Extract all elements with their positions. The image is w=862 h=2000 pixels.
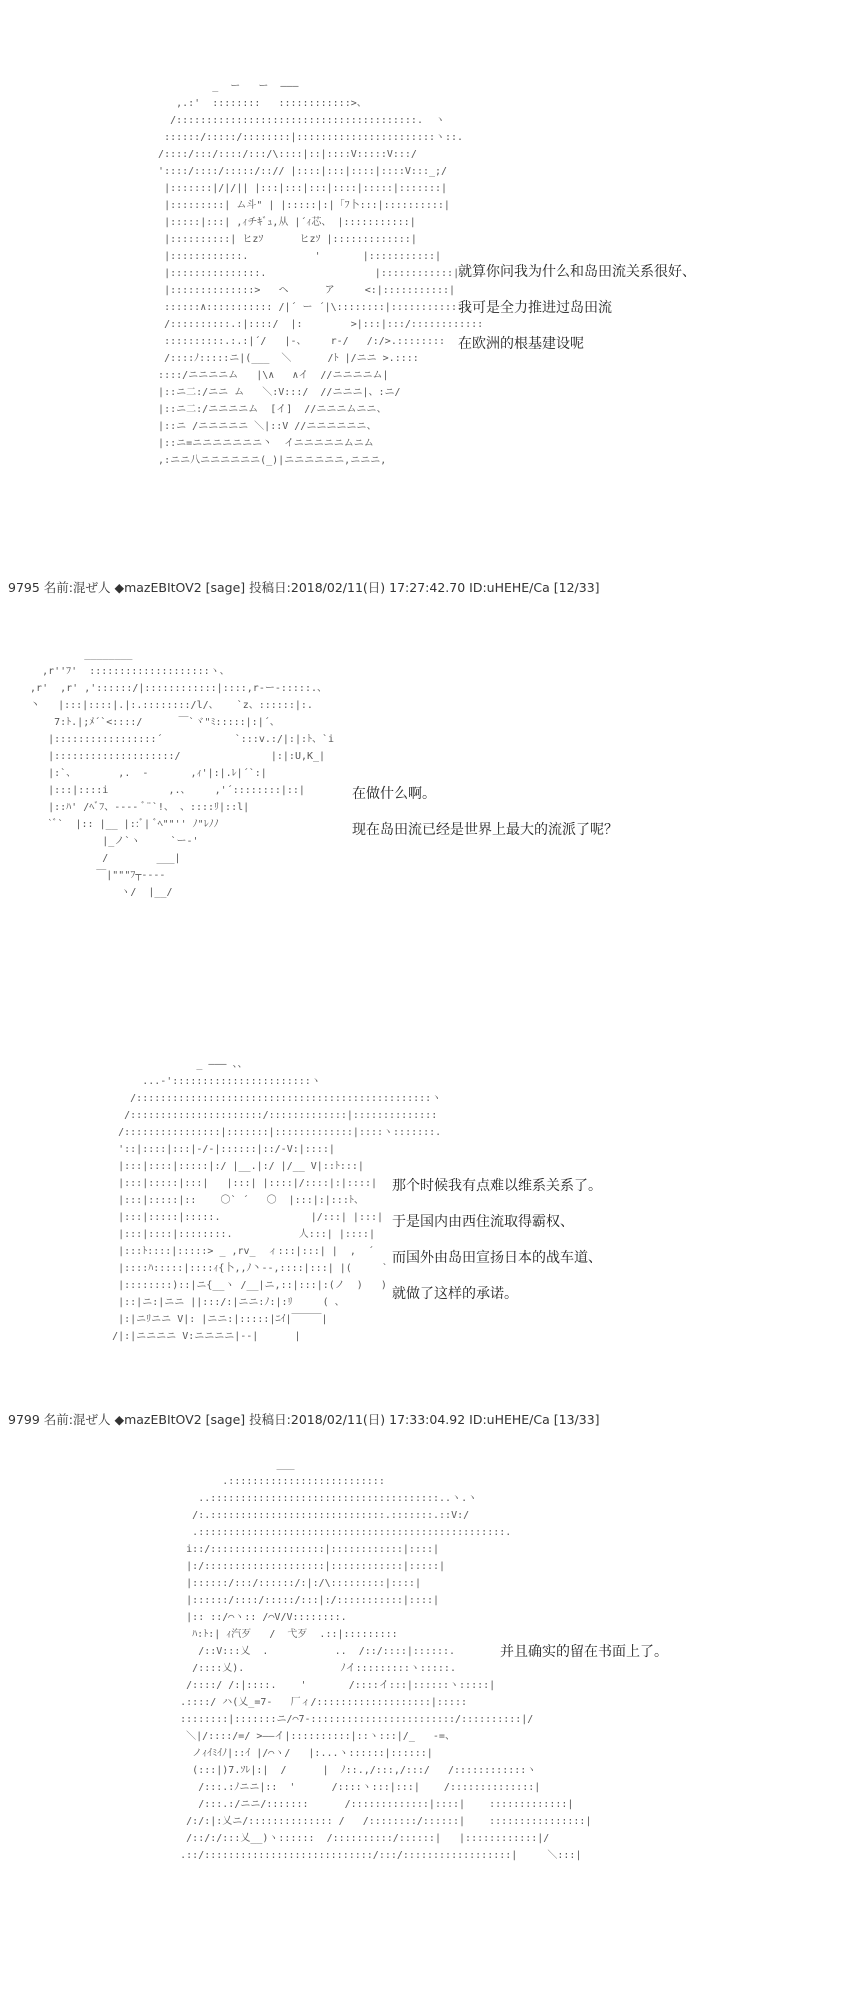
dialogue-block	[458, 262, 696, 370]
dialogue-line: 在欧洲的根基建设呢	[458, 336, 584, 352]
ascii-art-character	[18, 646, 334, 901]
ascii-art-line: |:::::::::::::::::´ `:::v.:/|:|:ﾄ、`i	[18, 734, 335, 745]
ascii-art-line: ::::::::::.:.:|´/ |-、 r-/ /:/>.::::::::	[140, 336, 446, 347]
ascii-art-line: ::::::::|:::::::ニ/⌒7-::::::::::::::::::::::::/::::::::::|/	[138, 1714, 534, 1725]
ascii-art-line: |::ニ二:/ニニニニム [イ] //ニニニムニニ、	[140, 404, 387, 415]
ascii-art-line: /::::::::::::::::|:::::::|:::::::::::::|::::ヽ:::::::.	[82, 1127, 442, 1138]
ascii-art-line: |:|ニﾘニニ V|: |ニニ:|:::::|ﾆｲ|￣￣￣|	[82, 1314, 328, 1325]
ascii-art-line: _ ー ー ―――	[140, 81, 299, 92]
post-panel-1	[0, 0, 862, 600]
ascii-art-line: /::::/ /:|::::. ' /::::イ:::|::::::ヽ:::::|	[138, 1680, 496, 1691]
ascii-art-line: |::::::/::::/:::::/:::|:/:::::::::::|::::|	[138, 1595, 440, 1606]
dialogue-line: 于是国内由西住流取得霸权、	[392, 1214, 574, 1230]
ascii-art-line: |:::|::::i ,.、 ,'´::::::::|::|	[18, 785, 305, 796]
ascii-art-line: /::::/:::/::::/:::/\::::|::|::::V:::::V:::/	[140, 149, 417, 160]
ascii-art-line: .:::::::::::::::::::::::::::::::::::::::::::::::::::.	[138, 1527, 512, 1538]
ascii-art-line: ヽ/ |__/	[18, 887, 173, 898]
ascii-art-line: '::|::::|:::|‐/‐|::::::|::/‐V:|::::|	[82, 1144, 335, 1155]
ascii-art-line: '::::/::::/:::::/::// |::::|:::|::::|::::V:::_;/	[140, 166, 448, 177]
ascii-art-line: 7:ﾄ.|;ﾒ´`<::::/ ￣`ヾ"ﾐ:::::|:|´、	[18, 717, 280, 728]
ascii-art-character	[82, 1056, 441, 1345]
ascii-art-line: / ___|	[18, 853, 181, 864]
ascii-art-line: /:::.:/ニニ/::::::: /:::::::::::::|::::| :::::::::::::|	[138, 1799, 574, 1810]
ascii-art-line: |::|ニ:|ニニ ||:::/:|ニニ:ﾉ:|:ﾘ ( 、	[82, 1297, 345, 1308]
dialogue-line: 在做什么啊。	[352, 786, 436, 802]
ascii-art-line: ,r' ,r' ,'::::::/|::::::::::::|::::,r‐ー‐:::::.、	[18, 683, 327, 694]
ascii-art-line: |:::ﾄ::::|:::::> _ ,rv_ ィ:::|:::| | , ´	[82, 1246, 374, 1257]
ascii-art-line: |_ノ`ヽ `ー‐'	[18, 836, 199, 847]
dialogue-line: 并且确实的留在书面上了。	[500, 1644, 668, 1660]
ascii-art-line: ::::::∧::::::::::: /|´ ー ´|\::::::::|:::::::::::::	[140, 302, 470, 313]
ascii-art-line: _ ――― 、、	[82, 1059, 248, 1070]
ascii-art-line: .::::/ ハ(乂_=7- 厂ィ/:::::::::::::::::::|:::::	[138, 1697, 467, 1708]
ascii-art-line: ￣|"""ﾌ┬‐‐-‐	[18, 870, 166, 881]
ascii-art-line: /:/:|:乂ニ/:::::::::::::: / /::::::::/::::::| ::::::::::::::::|	[138, 1816, 592, 1827]
ascii-art-line: ________	[18, 649, 133, 660]
ascii-art-line: .::::::::::::::::::::::::::	[138, 1476, 385, 1487]
ascii-art-line: |:::|:::::|:: 〇` ´ 〇 |:::|:|:::ﾄ、	[82, 1195, 364, 1206]
ascii-art-line: /::/:/:::乂__)ヽ:::::: /::::::::::/::::::| |::::::::::::|/	[138, 1833, 550, 1844]
ascii-art-line: i::/:::::::::::::::::::|::::::::::::|::::|	[138, 1544, 440, 1555]
dialogue-block	[500, 1642, 668, 1678]
ascii-art-line: |:::|::::|:::::|:/ |__.|:/ |/__ V|::ﾄ:::|	[82, 1161, 364, 1172]
ascii-art-line: |:::::::::::::::. |::::::::::::|	[140, 268, 460, 279]
ascii-art-line: |::::::::::::::::::::/ |:|:U,K_|	[18, 751, 326, 762]
dialogue-block	[392, 1176, 602, 1320]
post-panel-3	[0, 1030, 862, 1430]
post-panel-2	[0, 600, 862, 1020]
ascii-art-line: |::::::::::::::> ヘ ア <:|:::::::::::|	[140, 285, 456, 296]
ascii-art-line: |::ニ=ニニニニニニニ丶 イニニニニニムニム	[140, 438, 374, 449]
ascii-art-line: `ﾞ` |:: |__ |::ﾞ| ﾞﾍ""'' ﾉ"ﾚﾉﾉ	[18, 819, 219, 830]
ascii-art-line: |:: ::/⌒ヽ:: /⌒V/V::::::::.	[138, 1612, 347, 1623]
ascii-art-character	[140, 78, 483, 469]
ascii-art-line: ,r''ﾌ' ::::::::::::::::::::ヽ、	[18, 666, 230, 677]
post-panel-4	[0, 1440, 862, 2000]
ascii-art-line: ,.:' :::::::: ::::::::::::>、	[140, 98, 367, 109]
ascii-art-line: |:::|:::::|:::| |:::| |::::|/::::|:|::::|	[82, 1178, 378, 1189]
ascii-art-line: /:::.:ﾉニニ|:: ' /::::ヽ:::|:::| /::::::::::::::|	[138, 1782, 541, 1793]
ascii-art-line: /:.:::::::::::::::::::::::::::::.:::::::.::V:/	[138, 1510, 470, 1521]
dialogue-line: 我可是全力推进过岛田流	[458, 300, 612, 316]
ascii-art-line: |::::ﾊ:::::|::::ｨ{卜,,ﾉ丶--,::::|:::| |( `	[82, 1263, 388, 1274]
ascii-art-line: |::::::/:::/::::::/:|:/\:::::::::|::::|	[138, 1578, 421, 1589]
ascii-art-line: ノｨｲﾐｲﾉ|::ｲ |/⌒ヽ/ |:...ヽ::::::|::::::|	[138, 1748, 433, 1759]
dialogue-line: 就算你问我为什么和岛田流关系很好、	[458, 264, 696, 280]
ascii-art-line: ,:ニニ八ニニニニニニ(_)|ニニニニニニ,ニニニ,	[140, 455, 387, 466]
post-header: 9799 名前:混ぜ人 ◆mazEBItOV2 [sage] 投稿日:2018/02/11(日) 17:33:04.92 ID:uHEHE/Ca [13/33]	[8, 1412, 600, 1427]
ascii-art-line: (:::|)7.ｿﾚ|:| / | ﾉ::.,/:::,/:::/ /::::::::::::ヽ	[138, 1765, 537, 1776]
ascii-art-line: |::::::::)::|ニ{__ヽ /__|ニ,::|:::|:(ノ ) )	[82, 1280, 387, 1291]
ascii-art-line: ﾊ:ﾄ:| ｨ汽歹 / 弋歹 .::|:::::::::	[138, 1629, 398, 1640]
dialogue-block	[352, 784, 618, 856]
ascii-art-line: 丶 |:::|::::|.|:.::::::::/l/、 `z、::::::|:.	[18, 700, 313, 711]
ascii-art-line: ::::/ニニニニム |\∧ ∧イ //ニニニニム|	[140, 370, 389, 381]
ascii-art-line: /::V:::乂 . .. /::/::::|::::::.	[138, 1646, 456, 1657]
ascii-art-line: |::::::::::::. ' |:::::::::::|	[140, 251, 442, 262]
ascii-art-line: /::::::::::::::::::::::/:::::::::::::|::::::::::::::	[82, 1110, 438, 1121]
post-header: 9795 名前:混ぜ人 ◆mazEBItOV2 [sage] 投稿日:2018/02/11(日) 17:27:42.70 ID:uHEHE/Ca [12/33]	[8, 580, 600, 595]
ascii-art-line: |:::|:::::|:::::. |/:::| |:::|	[82, 1212, 384, 1223]
ascii-art-line: |::ニ二:/ニニ ム ＼:V:::/ //ニニニ|、:ニ/	[140, 387, 401, 398]
ascii-art-line: |:::::::::| ム斗" | |:::::|:|「ﾌ卜:::|::::::::::|	[140, 200, 450, 211]
dialogue-line: 那个时候我有点难以维系关系了。	[392, 1178, 602, 1194]
ascii-art-line: /::::::::::.:|::::/ |: >|:::|:::/::::::::::::	[140, 319, 484, 330]
ascii-art-line: ＼|/::::/=/ >――イ|::::::::::|::ヽ:::|/_ -=、	[138, 1731, 455, 1742]
ascii-art-line: |:::::::|/|/|| |:::|:::|:::|::::|:::::|:::::::|	[140, 183, 448, 194]
dialogue-line: 而国外由岛田宣扬日本的战车道、	[392, 1250, 602, 1266]
ascii-art-line: /|:|ニニニニ V:ニニニニ|‐‐| |	[82, 1331, 301, 1342]
ascii-art-line: |:/::::::::::::::::::::|::::::::::::|:::::|	[138, 1561, 446, 1572]
ascii-art-line: /::::ﾉ:::::ニ|(___ ＼ /ﾄ |/ニニ >.::::	[140, 353, 419, 364]
ascii-art-line: ...‐':::::::::::::::::::::::ヽ	[82, 1076, 321, 1087]
dialogue-line: 就做了这样的承诺。	[392, 1286, 518, 1302]
dialogue-line: 现在岛田流已经是世界上最大的流派了呢？	[352, 822, 618, 838]
ascii-art-line: ___	[138, 1459, 295, 1470]
ascii-art-line: /::::::::::::::::::::::::::::::::::::::::. ヽ	[140, 115, 446, 126]
ascii-art-line: |:::::|:::| ,ｨチｷﾞｭ,从 |´ｨ芯、 |:::::::::::|	[140, 217, 416, 228]
ascii-art-line: |:`、 ,. - ,ｨ'|:|.ﾚ|´`:|	[18, 768, 267, 779]
ascii-art-line: |:::|::::|::::::::. 人:::| |::::|	[82, 1229, 375, 1240]
ascii-art-line: /:::::::::::::::::::::::::::::::::::::::::::::::::ヽ	[82, 1093, 442, 1104]
ascii-art-line: |::ニ /ニニニニニ ＼|::V //ニニニニニニ、	[140, 421, 377, 432]
ascii-art-line: /::::乂). ﾉイ:::::::::ヽ:::::.	[138, 1663, 456, 1674]
ascii-art-line: |::::::::::| ヒzｿ ヒzｿ |:::::::::::::|	[140, 234, 417, 245]
ascii-art-line: |::ﾊ' /ﾍﾞﾌ、-‐‐‐ ﾞ¨`!、 、::::ﾘ|::l|	[18, 802, 250, 813]
ascii-art-line: .::/::::::::::::::::::::::::::::/:::/::::::::::::::::::| ＼:::|	[138, 1850, 582, 1861]
ascii-art-line: ..::::::::::::::::::::::::::::::::::::::..ヽ.ヽ	[138, 1493, 478, 1504]
ascii-art-line: ::::::/:::::/::::::::|:::::::::::::::::::::::ヽ::.	[140, 132, 464, 143]
